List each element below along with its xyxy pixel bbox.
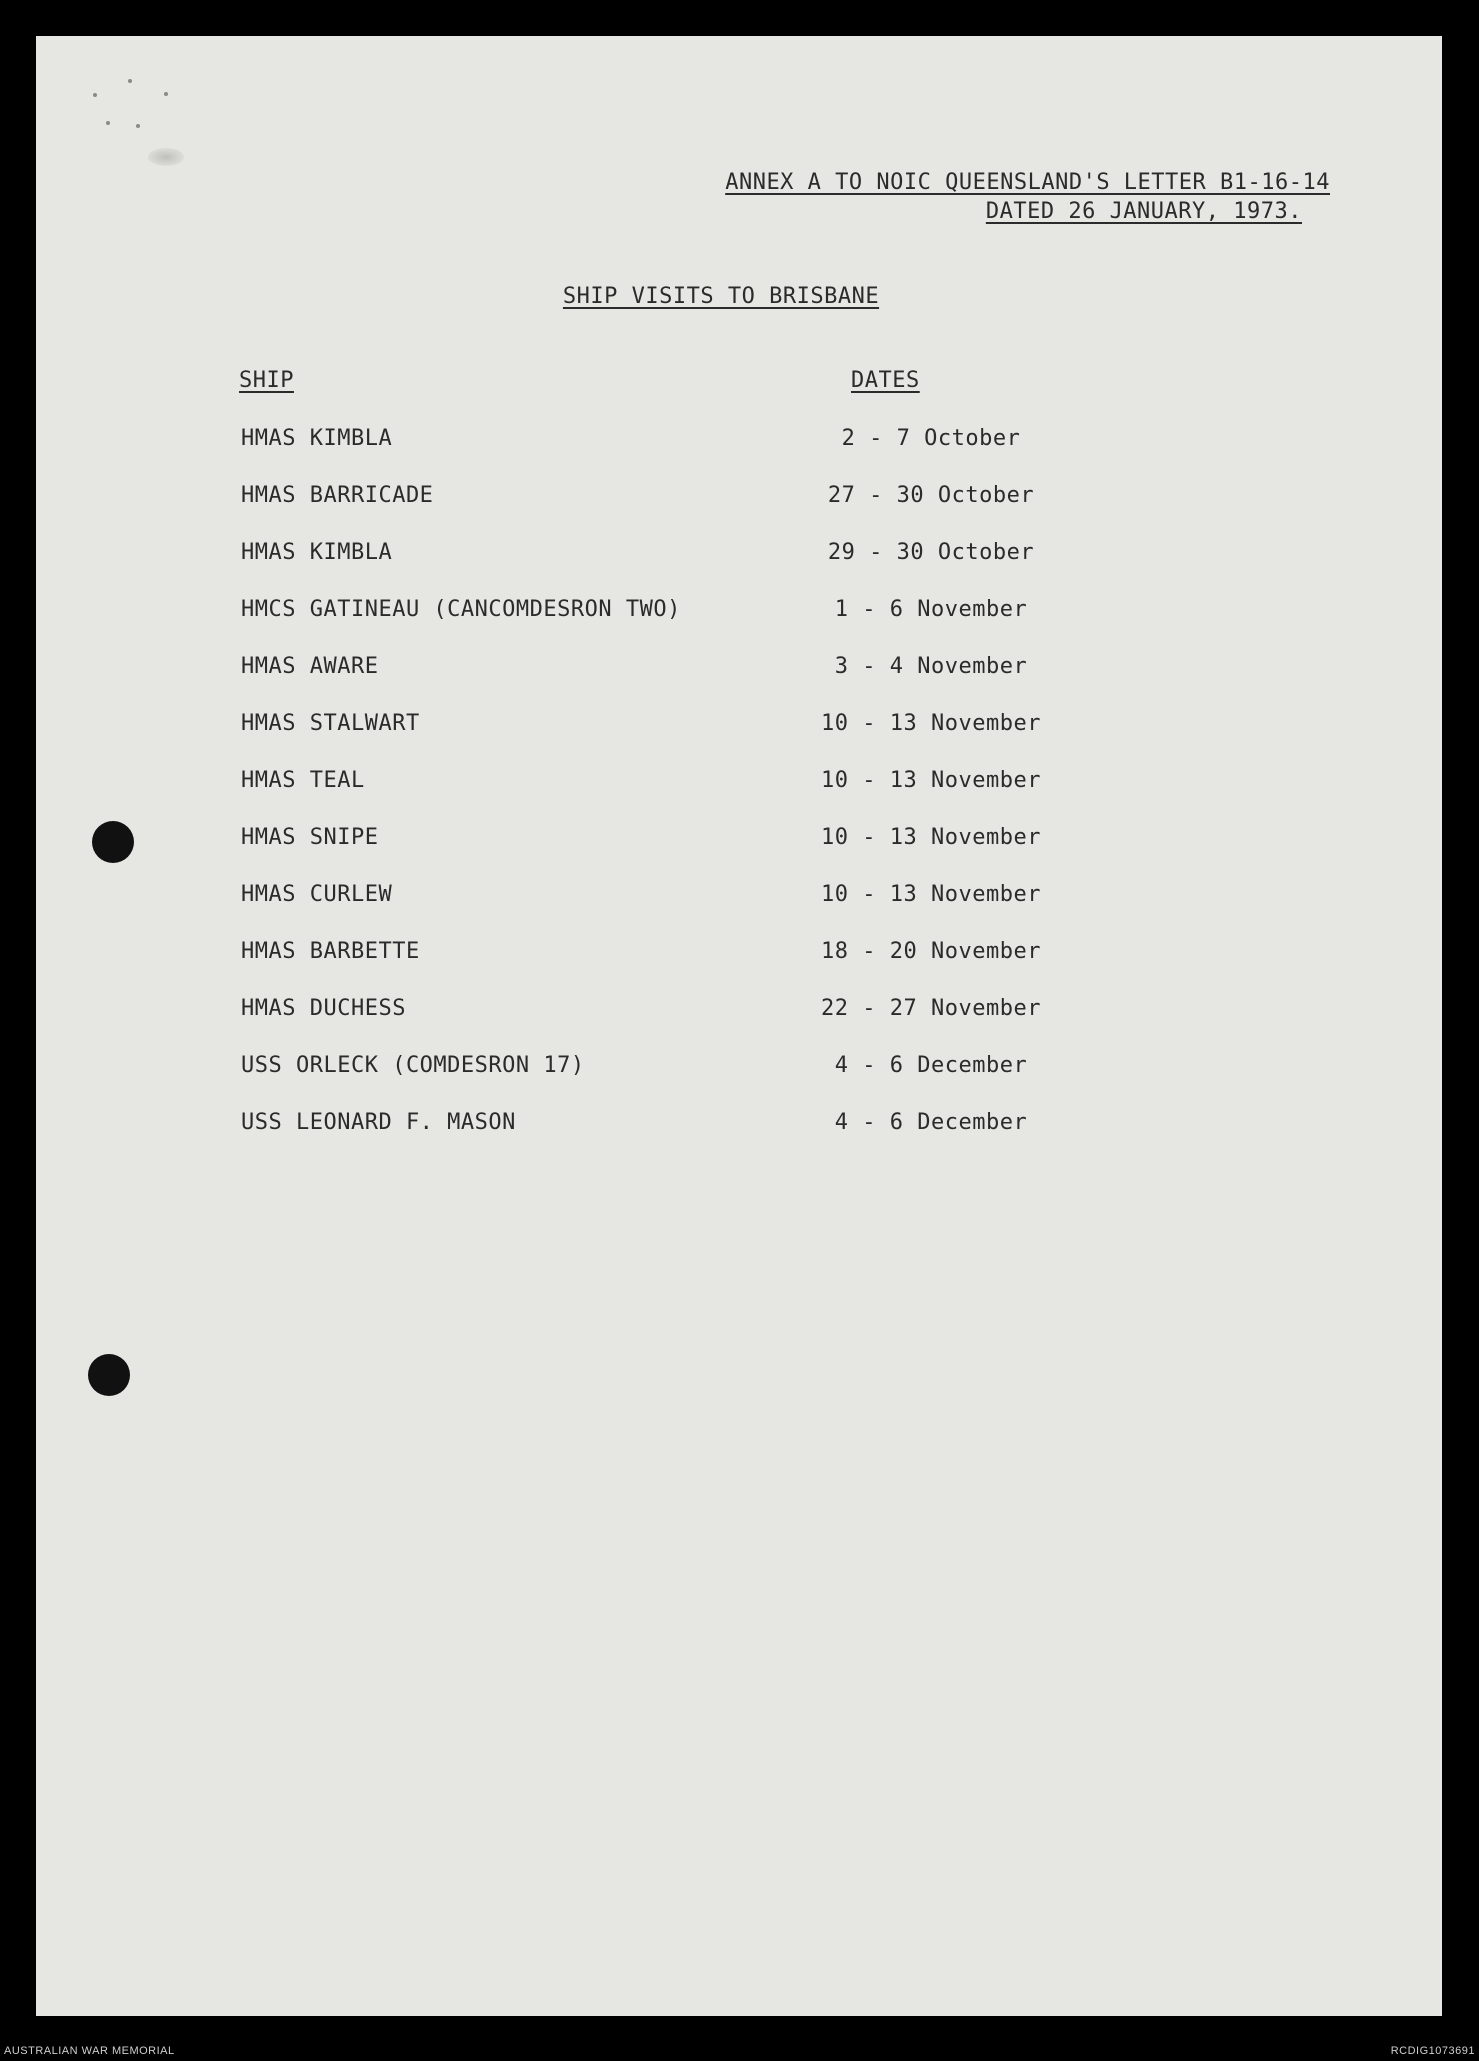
visit-dates: 18 - 20 November: [821, 939, 1041, 964]
speck: [128, 79, 132, 83]
speck: [164, 92, 168, 96]
footer-record-id: RCDIG1073691: [1390, 2045, 1475, 2057]
annex-reference: ANNEX A TO NOIC QUEENSLAND'S LETTER B1-16-14: [725, 170, 1330, 195]
speck: [93, 93, 97, 97]
table-row: [36, 941, 1442, 971]
visit-dates: 4 - 6 December: [834, 1110, 1028, 1135]
ship-name: HMAS STALWART: [241, 711, 420, 736]
ship-name: USS LEONARD F. MASON: [241, 1110, 516, 1135]
visit-dates: 3 - 4 November: [834, 654, 1028, 679]
visit-dates: 10 - 13 November: [821, 825, 1041, 850]
letter-date: DATED 26 JANUARY, 1973.: [985, 199, 1302, 224]
speck: [136, 124, 140, 128]
ship-name: HMAS CURLEW: [241, 882, 393, 907]
visit-dates: 2 - 7 October: [841, 426, 1021, 451]
ship-name: HMAS KIMBLA: [241, 426, 393, 451]
table-row: [36, 884, 1442, 914]
visit-dates: 1 - 6 November: [834, 597, 1028, 622]
punch-hole: [88, 1354, 130, 1396]
visit-dates: 29 - 30 October: [827, 540, 1035, 565]
document-page: [36, 36, 1442, 2016]
visit-dates: 10 - 13 November: [821, 882, 1041, 907]
ship-name: HMAS SNIPE: [241, 825, 379, 850]
ship-name: HMCS GATINEAU (CANCOMDESRON TWO): [241, 597, 681, 622]
staple-mark: [148, 148, 184, 166]
ship-name: HMAS AWARE: [241, 654, 379, 679]
ship-name: USS ORLECK (COMDESRON 17): [241, 1053, 585, 1078]
ship-name: HMAS TEAL: [241, 768, 365, 793]
table-row: [36, 656, 1442, 686]
table-row: [36, 599, 1442, 629]
table-row: [36, 770, 1442, 800]
ship-name: HMAS BARRICADE: [241, 483, 434, 508]
table-row: [36, 1055, 1442, 1085]
table-row: [36, 542, 1442, 572]
punch-hole: [92, 821, 134, 863]
visit-dates: 4 - 6 December: [834, 1053, 1028, 1078]
table-row: [36, 428, 1442, 458]
speck: [106, 121, 110, 125]
ship-name: HMAS DUCHESS: [241, 996, 406, 1021]
table-row: [36, 1112, 1442, 1142]
visit-dates: 10 - 13 November: [821, 768, 1041, 793]
table-row: [36, 998, 1442, 1028]
ship-name: HMAS BARBETTE: [241, 939, 420, 964]
table-row: [36, 713, 1442, 743]
visit-dates: 27 - 30 October: [827, 483, 1035, 508]
column-header-ship: SHIP: [239, 368, 294, 393]
table-row: [36, 485, 1442, 515]
footer-institution: AUSTRALIAN WAR MEMORIAL: [4, 2045, 175, 2057]
page-title: SHIP VISITS TO BRISBANE: [562, 284, 880, 309]
table-row: [36, 827, 1442, 857]
visit-dates: 10 - 13 November: [821, 711, 1041, 736]
visit-dates: 22 - 27 November: [821, 996, 1041, 1021]
ship-name: HMAS KIMBLA: [241, 540, 393, 565]
column-header-dates: DATES: [851, 368, 920, 393]
